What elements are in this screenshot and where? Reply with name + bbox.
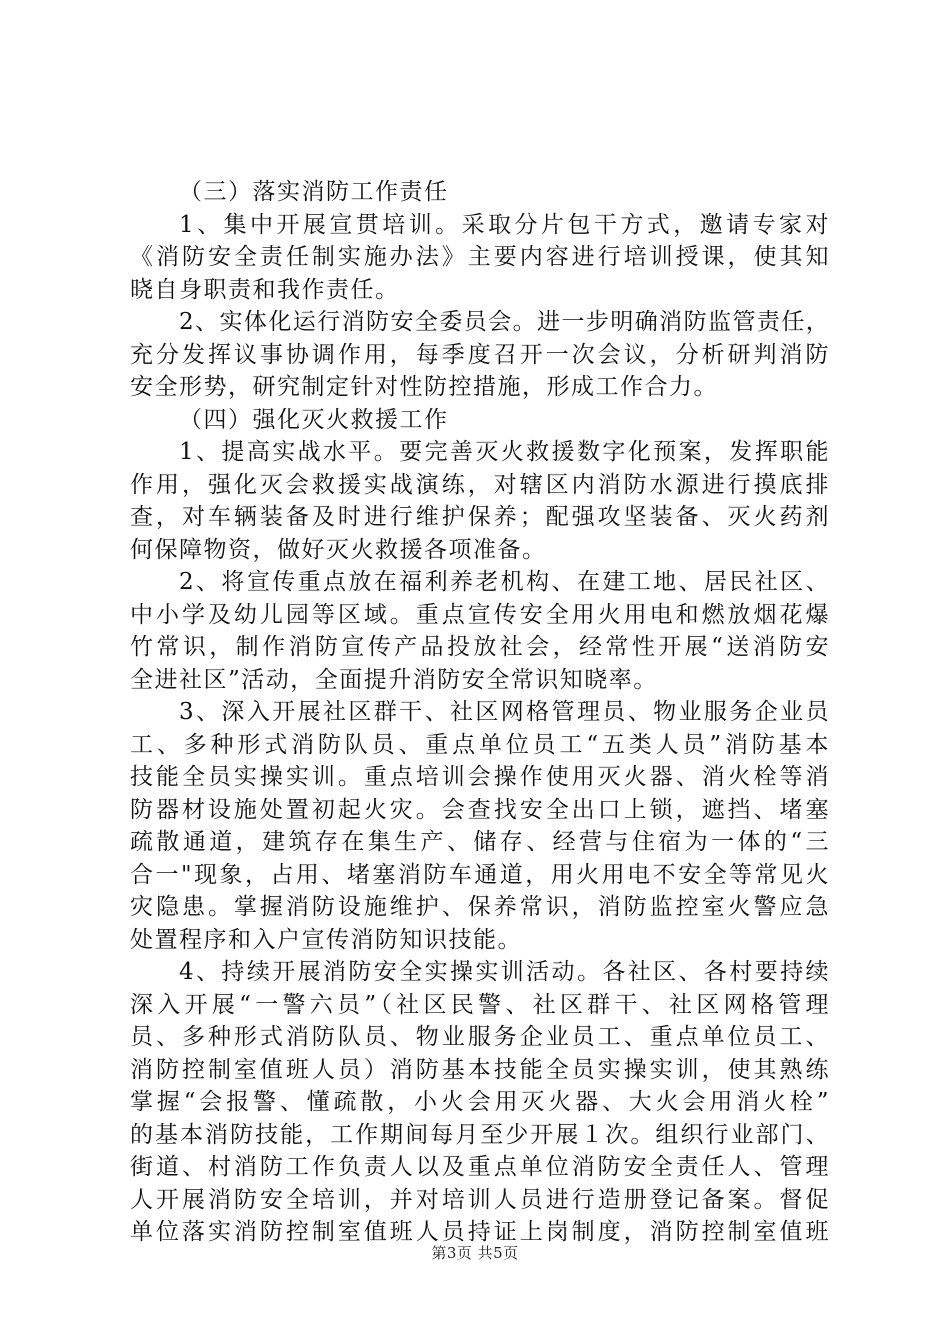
text-line: 何保障物资，做好灭火救援各项准备。 <box>130 536 547 563</box>
text-line: 技能全员实操实训。重点培训会操作使用灭火器、消火栓等消 <box>130 764 830 790</box>
text-line: （三）落实消防工作责任 <box>179 179 449 205</box>
text-line: 1、提高实战水平。要完善灭火救援数字化预案，发挥职能 <box>179 439 830 465</box>
text-line: 《消防安全责任制实施办法》主要内容进行培训授课，使其知 <box>130 244 830 270</box>
document-body <box>130 176 830 1249</box>
text-line: 1、集中开展宣贯培训。采取分片包干方式，邀请专家对 <box>179 211 830 238</box>
text-line: 处置程序和入户宣传消防知识技能。 <box>130 926 522 953</box>
text-line: 3、深入开展社区群干、社区网格管理员、物业服务企业员 <box>179 699 830 725</box>
text-line: 竹常识，制作消防宣传产品投放社会，经常性开展“送消防安 <box>130 634 830 660</box>
text-line: 查，对车辆装备及时进行维护保养；配强攻坚装备、灭火药剂 <box>130 504 830 530</box>
text-line: 中小学及幼儿园等区域。重点宣传安全用火用电和燃放烟花爆 <box>130 601 830 628</box>
text-line: 掌握“会报警、懂疏散，小火会用灭火器、大火会用消火栓” <box>130 1089 830 1115</box>
text-line: 街道、村消防工作负责人以及重点单位消防安全责任人、管理 <box>130 1154 830 1180</box>
text-line: 2、将宣传重点放在福利养老机构、在建工地、居民社区、 <box>179 569 830 595</box>
text-line: 疏散通道，建筑存在集生产、储存、经营与住宿为一体的“三 <box>130 829 830 855</box>
text-line: 消防控制室值班人员）消防基本技能全员实操实训，使其熟练 <box>130 1056 830 1083</box>
text-line: 深入开展“一警六员”（社区民警、社区群干、社区网格管理 <box>130 991 830 1018</box>
text-line: 充分发挥议事协调作用，每季度召开一次会议，分析研判消防 <box>130 341 830 368</box>
text-line: 的基本消防技能，工作期间每月至少开展１次。组织行业部门、 <box>130 1121 830 1148</box>
text-line: 单位落实消防控制室值班人员持证上岗制度，消防控制室值班 <box>130 1219 830 1245</box>
text-line: 2、实体化运行消防安全委员会。进一步明确消防监管责任， <box>179 309 830 335</box>
text-line: 员、多种形式消防队员、物业服务企业员工、重点单位员工、 <box>130 1024 830 1050</box>
text-line: 作用，强化灭会救援实战演练，对辖区内消防水源进行摸底排 <box>130 471 830 498</box>
text-line: 人开展消防安全培训，并对培训人员进行造册登记备案。督促 <box>130 1186 830 1213</box>
page-footer: 第3页 共5页 <box>431 1244 519 1262</box>
text-line: 灾隐患。掌握消防设施维护、保养常识，消防监控室火警应急 <box>130 894 830 920</box>
text-line: 全进社区”活动，全面提升消防安全常识知晓率。 <box>130 666 658 693</box>
text-line: 4、持续开展消防安全实操实训活动。各社区、各村要持续 <box>179 959 830 985</box>
text-line: 安全形势，研究制定针对性防控措施，形成工作合力。 <box>130 374 718 400</box>
text-line: （四）强化灭火救援工作 <box>179 406 449 433</box>
text-line: 晓自身职责和我作责任。 <box>130 276 400 303</box>
text-line: 防器材设施处置初起火灾。会查找安全出口上锁，遮挡、堵塞 <box>130 796 830 823</box>
text-line: 工、多种形式消防队员、重点单位员工“五类人员”消防基本 <box>130 731 830 758</box>
text-line: 合一"现象，占用、堵塞消防车通道，用火用电不安全等常见火 <box>130 861 830 888</box>
